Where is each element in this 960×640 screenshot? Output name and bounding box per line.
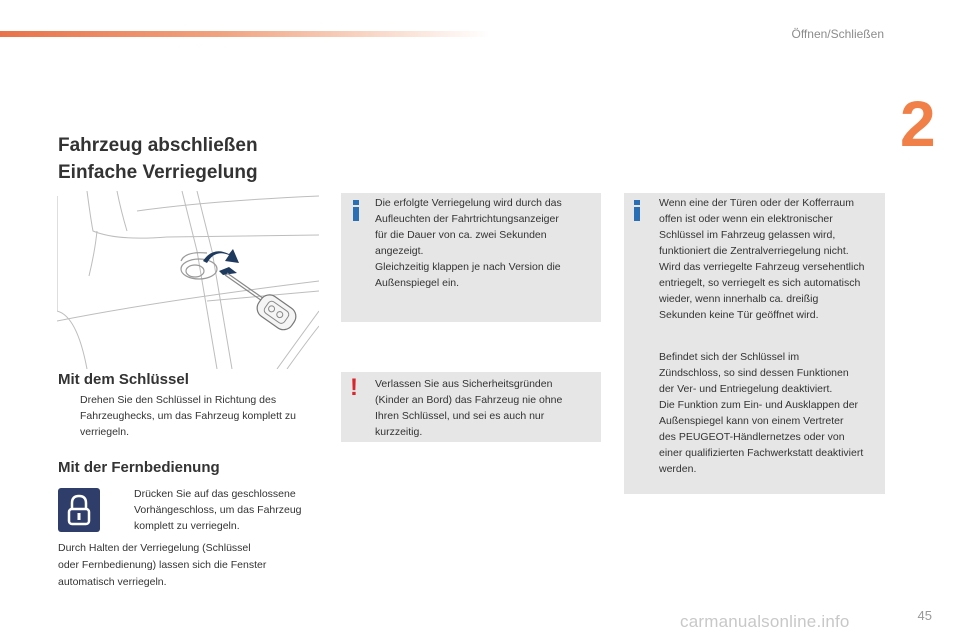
bullet-line: Drücken Sie auf das geschlossene bbox=[134, 488, 296, 500]
remote-lock-button bbox=[58, 488, 100, 532]
info-line: Die Funktion zum Ein- und Ausklappen der bbox=[659, 399, 859, 411]
info-line: Sekunden keine Tür geöffnet wird. bbox=[659, 309, 819, 321]
info-line: für die Dauer von ca. zwei Sekunden bbox=[375, 229, 547, 241]
key-section-heading: Mit dem Schlüssel bbox=[58, 371, 189, 388]
watermark: carmanualsonline.info bbox=[680, 612, 850, 631]
info-icon bbox=[352, 200, 362, 222]
info-icon bbox=[633, 200, 643, 222]
info-line: offen ist oder wenn ein elektronischer bbox=[659, 213, 833, 225]
info-line: werden. bbox=[659, 463, 697, 475]
info-box-2-para-2 bbox=[659, 349, 883, 477]
info-line: funktioniert die Zentralverriegelung nicht. bbox=[659, 245, 849, 257]
info-line: Wird das verriegelte Fahrzeug versehentlich bbox=[659, 261, 865, 273]
warning-box-text bbox=[375, 376, 597, 440]
remote-section-heading: Mit der Fernbedienung bbox=[58, 459, 220, 476]
info-box-1-text bbox=[375, 195, 597, 291]
page-title-line-1: Fahrzeug abschließen bbox=[58, 135, 258, 156]
warning-line: kurzzeitig. bbox=[375, 426, 423, 438]
remote-section-bullet bbox=[113, 486, 323, 534]
bullet-line: Fahrzeughecks, um das Fahrzeug komplett zu bbox=[80, 410, 296, 422]
chapter-number: 2 bbox=[900, 88, 936, 160]
warning-line: Ihren Schlüssel, und sei es auch nur bbox=[375, 410, 545, 422]
remote-section-note bbox=[58, 540, 266, 591]
page-number: 45 bbox=[917, 608, 932, 623]
info-line: Gleichzeitig klappen je nach Version die bbox=[375, 261, 561, 273]
info-line: Zündschloss, so sind dessen Funktionen bbox=[659, 367, 849, 379]
info-line: Schlüssel im Fahrzeug gelassen wird, bbox=[659, 229, 836, 241]
info-line: wieder, wenn innerhalb ca. dreißig bbox=[659, 293, 819, 305]
bullet-line: komplett zu verriegeln. bbox=[134, 520, 240, 532]
note-line: Durch Halten der Verriegelung (Schlüssel bbox=[58, 542, 251, 554]
info-line: Befindet sich der Schlüssel im bbox=[659, 351, 800, 363]
info-line: einer qualifizierten Fachwerkstatt deaktiviert bbox=[659, 447, 864, 459]
page-title-line-2: Einfache Verriegelung bbox=[58, 162, 258, 183]
warning-line: (Kinder an Bord) das Fahrzeug nie ohne bbox=[375, 394, 563, 406]
chapter-title: Öffnen/Schließen bbox=[791, 27, 884, 41]
info-line: der Ver- und Entriegelung deaktiviert. bbox=[659, 383, 833, 395]
padlock-icon bbox=[58, 488, 100, 532]
info-line: Die erfolgte Verriegelung wird durch das bbox=[375, 197, 562, 209]
info-line: Aufleuchten der Fahrtrichtungsanzeiger bbox=[375, 213, 559, 225]
page-title bbox=[58, 132, 258, 186]
bullet-line: Vorhängeschloss, um das Fahrzeug bbox=[134, 504, 302, 516]
info-line: Außenspiegel ein. bbox=[375, 277, 460, 289]
bullet-line: verriegeln. bbox=[80, 426, 130, 438]
header-accent-bar bbox=[0, 31, 490, 37]
warning-icon: ! bbox=[350, 374, 358, 401]
door-lock-illustration bbox=[57, 191, 319, 369]
info-box-2-para-1 bbox=[659, 195, 883, 323]
info-line: Wenn eine der Türen oder der Kofferraum bbox=[659, 197, 854, 209]
info-line: angezeigt. bbox=[375, 245, 424, 257]
info-line: entriegelt, so verriegelt es sich automatisch bbox=[659, 277, 861, 289]
warning-line: Verlassen Sie aus Sicherheitsgründen bbox=[375, 378, 553, 390]
info-line: des PEUGEOT-Händlernetzes oder von bbox=[659, 431, 845, 443]
key-section-bullet bbox=[58, 392, 323, 440]
info-line: Außenspiegel kann von einem Vertreter bbox=[659, 415, 844, 427]
note-line: automatisch verriegeln. bbox=[58, 576, 167, 588]
note-line: oder Fernbedienung) lassen sich die Fenster bbox=[58, 559, 267, 571]
bullet-line: Drehen Sie den Schlüssel in Richtung des bbox=[80, 394, 277, 406]
